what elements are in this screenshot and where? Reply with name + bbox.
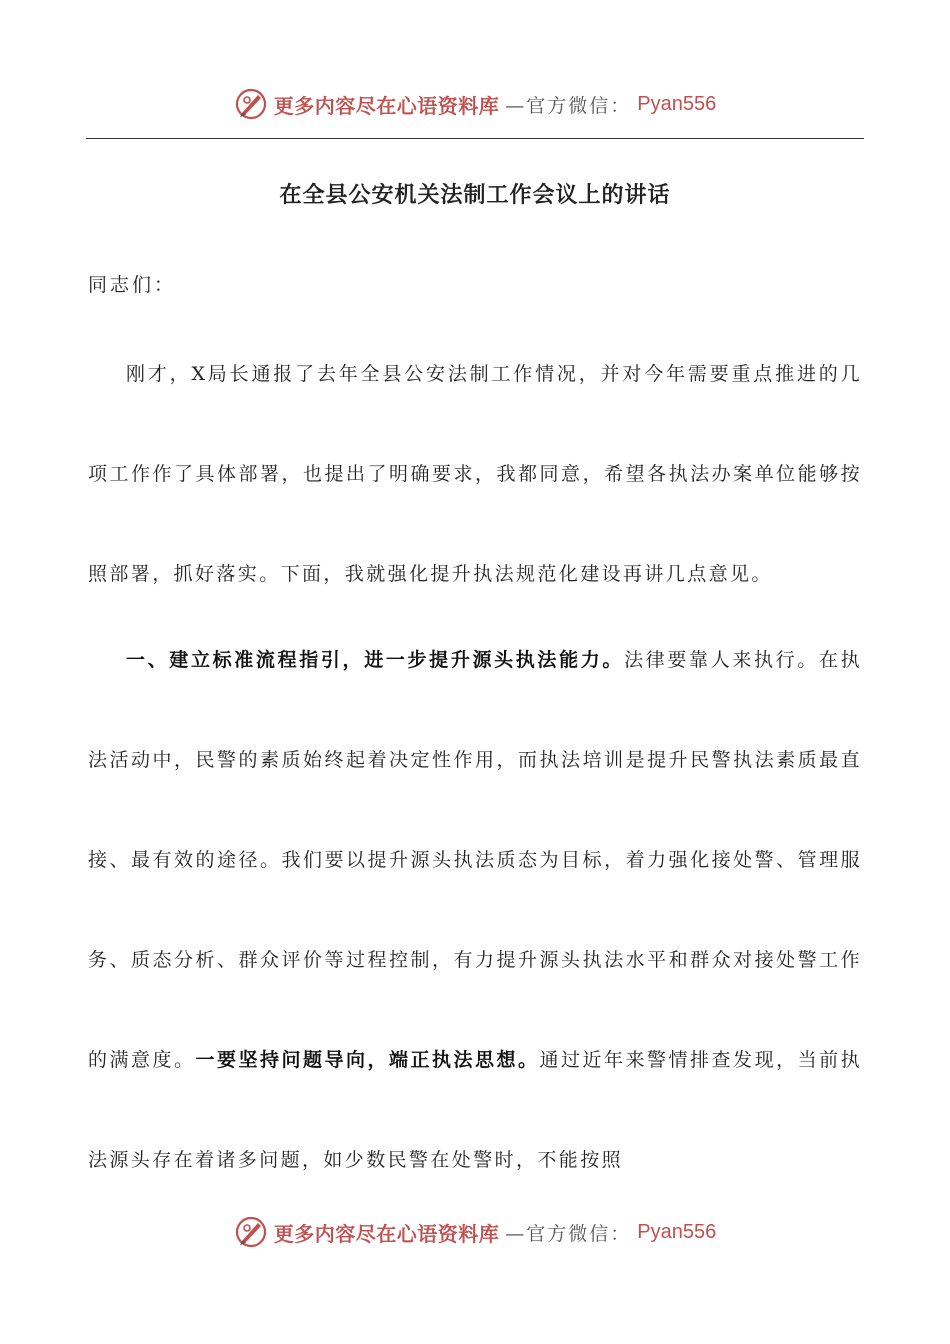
banner-slogan: 更多内容尽在心语资料库 (273, 1221, 500, 1246)
pen-nib-logo-icon (234, 1215, 268, 1249)
banner-contact-label: —官方微信： (505, 1222, 632, 1245)
salutation: 同志们： (88, 274, 177, 296)
paragraph-intro: 刚才，X局长通报了去年全县公安法制工作情况，并对今年需要重点推进的几项工作作了具体部署，也提出了明确要求，我都同意，希望各执法办案单位能够按照部署，抓好落实。下面，我就强化提升执法规范化建设再讲几点意见。 (88, 363, 862, 585)
paragraph-section-one (88, 610, 862, 1210)
sub-heading: 一要坚持问题导向，端正执法思想。 (195, 1049, 540, 1071)
banner-wechat-id: Pyan556 (637, 92, 717, 115)
banner-slogan: 更多内容尽在心语资料库 (273, 93, 500, 118)
banner-wechat-id: Pyan556 (637, 1220, 717, 1243)
section-text-continued: 通过近年来警情排查发现，当前执法源头存在着诸多问题，如少数民警在处警时，不能按照 (88, 1049, 862, 1171)
section-heading: 一、建立标准流程指引，进一步提升源头执法能力。 (126, 649, 625, 671)
section-text: 法律要靠人来执行。在执法活动中，民警的素质始终起着决定性作用，而执法培训是提升民警执法素质最直接、最有效的途径。我们要以提升源头执法质态为目标，着力强化接处警、管理服务、质态分析、群众评价等过程控制，有力提升源头执法水平和群众对接处警工作的满意度。 (88, 649, 863, 1071)
footer-banner (0, 1212, 950, 1252)
header-divider (86, 138, 864, 139)
document-title: 在全县公安机关法制工作会议上的讲话 (279, 183, 671, 208)
pen-nib-logo-icon (234, 87, 268, 121)
banner-contact-label: —官方微信： (505, 94, 632, 117)
header-banner (0, 84, 950, 124)
